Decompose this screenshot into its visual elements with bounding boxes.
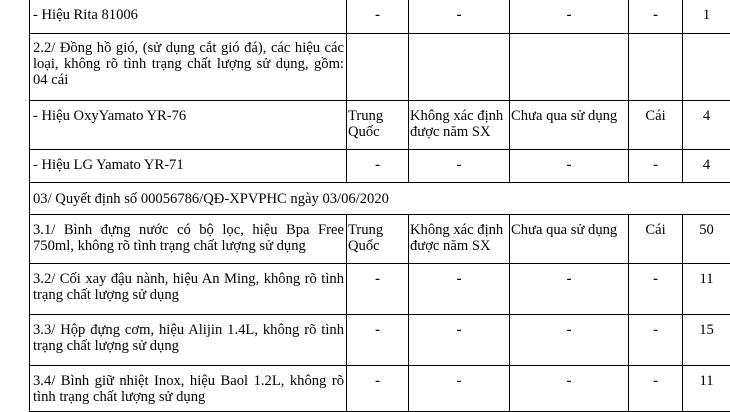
item-quantity: 11 (683, 366, 730, 412)
table-row (30, 101, 730, 150)
item-description: 3.2/ Cối xay đậu nành, hiệu An Ming, không rõ tình trạng chất lượng sử dụng (30, 264, 347, 315)
item-description: - Hiệu OxyYamato YR-76 (30, 101, 347, 150)
item-status (510, 34, 629, 101)
table-row (30, 150, 730, 183)
inventory-table (29, 0, 730, 412)
table-row (30, 34, 730, 101)
item-origin: - (347, 315, 409, 366)
item-unit: - (629, 150, 683, 183)
item-status: - (510, 315, 629, 366)
item-quantity (683, 34, 730, 101)
item-description: - Hiệu LG Yamato YR-71 (30, 150, 347, 183)
item-origin: Trung Quốc (347, 215, 409, 264)
item-year: - (409, 315, 510, 366)
table-row (30, 215, 730, 264)
item-unit: - (629, 366, 683, 412)
table-row (30, 264, 730, 315)
item-origin: Trung Quốc (347, 101, 409, 150)
item-quantity: 4 (683, 150, 730, 183)
item-quantity: 50 (683, 215, 730, 264)
item-status: - (510, 264, 629, 315)
item-description: 3.1/ Bình đựng nước có bộ lọc, hiệu Bpa Free 750ml, không rõ tình trạng chất lượng sử dụng (30, 215, 347, 264)
item-quantity: 1 (683, 0, 730, 34)
item-origin: - (347, 366, 409, 412)
item-status: - (510, 150, 629, 183)
item-year: Không xác định được năm SX (409, 101, 510, 150)
item-year (409, 34, 510, 101)
item-year: - (409, 264, 510, 315)
item-quantity: 4 (683, 101, 730, 150)
item-origin: - (347, 150, 409, 183)
item-description: 2.2/ Đồng hồ gió, (sử dụng cắt gió đá), các hiệu các loại, không rõ tình trạng chất lượng sử dụng, gồm: 04 cái (30, 34, 347, 101)
item-status: - (510, 366, 629, 412)
item-description: 3.4/ Bình giữ nhiệt Inox, hiệu Baol 1.2L, không rõ tình trạng chất lượng sử dụng (30, 366, 347, 412)
item-unit: Cái (629, 215, 683, 264)
item-unit: - (629, 264, 683, 315)
item-year: Không xác định được năm SX (409, 215, 510, 264)
section-header-row (30, 183, 730, 215)
item-description: - Hiệu Rita 81006 (30, 0, 347, 34)
item-status: Chưa qua sử dụng (510, 101, 629, 150)
table-row (30, 315, 730, 366)
item-origin: - (347, 264, 409, 315)
item-origin (347, 34, 409, 101)
item-year: - (409, 366, 510, 412)
item-year: - (409, 0, 510, 34)
item-origin: - (347, 0, 409, 34)
item-quantity: 15 (683, 315, 730, 366)
decision-heading: 03/ Quyết định số 00056786/QĐ-XPVPHC ngày 03/06/2020 (30, 183, 730, 215)
item-unit: - (629, 0, 683, 34)
item-year: - (409, 150, 510, 183)
item-status: Chưa qua sử dụng (510, 215, 629, 264)
table-row (30, 0, 730, 34)
item-quantity: 11 (683, 264, 730, 315)
item-unit: - (629, 315, 683, 366)
item-unit: Cái (629, 101, 683, 150)
item-unit (629, 34, 683, 101)
item-description: 3.3/ Hộp đựng cơm, hiệu Alijin 1.4L, không rõ tình trạng chất lượng sử dụng (30, 315, 347, 366)
item-status: - (510, 0, 629, 34)
table-row (30, 366, 730, 412)
